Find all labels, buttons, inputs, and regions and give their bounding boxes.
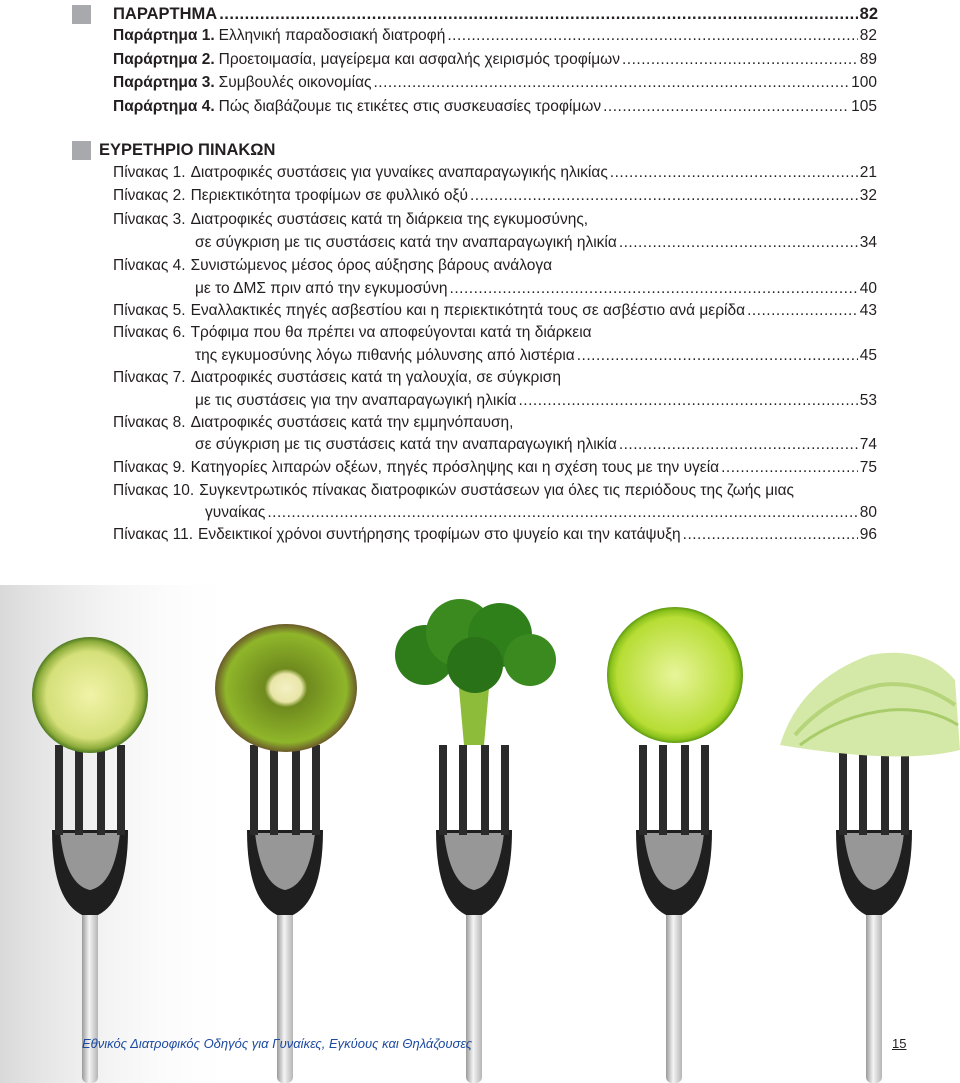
dot-leader bbox=[447, 25, 857, 47]
dot-leader bbox=[267, 502, 857, 524]
table-entry-continuation[interactable]: με τις συστάσεις για την αναπαραγωγική ηλικία ..... 53 bbox=[195, 390, 877, 412]
dot-leader bbox=[619, 232, 858, 254]
appendix-heading bbox=[72, 3, 878, 25]
table-entry[interactable]: Πίνακας 9. Κατηγορίες λιπαρών οξέων, πηγές πρόσληψης και η σχέση τους με την υγεία ..... 75 bbox=[113, 457, 877, 479]
table-entry[interactable]: Πίνακας 6. Τρόφιμα που θα πρέπει να αποφεύγονται κατά τη διάρκεια bbox=[113, 324, 592, 341]
dot-leader bbox=[610, 162, 858, 184]
dot-leader bbox=[619, 434, 858, 456]
table-entry[interactable]: Πίνακας 2. Περιεκτικότητα τροφίμων σε φυλλικό οξύ ..... 32 bbox=[113, 185, 877, 207]
table-entry-continuation[interactable]: σε σύγκριση με τις συστάσεις κατά την αναπαραγωγική ηλικία ..... 34 bbox=[195, 232, 877, 254]
dot-leader bbox=[603, 96, 849, 118]
tables-index-heading bbox=[72, 139, 275, 161]
table-entry-continuation[interactable]: της εγκυμοσύνης λόγω πιθανής μόλυνσης από λιστέρια ..... 45 bbox=[195, 345, 877, 367]
zucchini-slice bbox=[32, 637, 148, 753]
dot-leader bbox=[374, 72, 850, 94]
dot-leader bbox=[519, 390, 858, 412]
dot-leader bbox=[219, 5, 857, 24]
tables-index-heading-text: ΕΥΡΕΤΗΡΙΟ ΠΙΝΑΚΩΝ bbox=[99, 140, 276, 159]
dot-leader bbox=[683, 524, 858, 546]
table-entry-continuation[interactable]: σε σύγκριση με τις συστάσεις κατά την αναπαραγωγική ηλικία ..... 74 bbox=[195, 434, 877, 456]
appendix-entry[interactable]: Παράρτημα 2. Προετοιμασία, μαγείρεμα και ασφαλής χειρισμός τροφίμων ..... 89 bbox=[113, 49, 877, 71]
dot-leader bbox=[450, 278, 858, 300]
footer-title: Εθνικός Διατροφικός Οδηγός για Γυναίκες, Εγκύους και Θηλάζουσες bbox=[82, 1036, 473, 1051]
table-entry[interactable]: Πίνακας 1. Διατροφικές συστάσεις για γυναίκες αναπαραγωγικής ηλικίας ..... 21 bbox=[113, 162, 877, 184]
dot-leader bbox=[577, 345, 858, 367]
dot-leader bbox=[470, 185, 858, 207]
lime-slice bbox=[607, 607, 743, 743]
section-square-icon bbox=[72, 5, 91, 24]
appendix-heading-text: ΠΑΡΑΡΤΗΜΑ bbox=[113, 4, 218, 23]
table-entry-continuation[interactable]: γυναίκας ..... 80 bbox=[205, 502, 877, 524]
section-square-icon bbox=[72, 141, 91, 160]
table-entry[interactable]: Πίνακας 11. Ενδεικτικοί χρόνοι συντήρησης τροφίμων στο ψυγείο και την κατάψυξη ..... 96 bbox=[113, 524, 877, 546]
appendix-heading-page: 82 bbox=[859, 4, 878, 23]
dot-leader bbox=[747, 300, 858, 322]
table-entry-continuation[interactable]: με το ΔΜΣ πριν από την εγκυμοσύνη ..... 40 bbox=[195, 278, 877, 300]
dot-leader bbox=[721, 457, 858, 479]
table-entry[interactable]: Πίνακας 10. Συγκεντρωτικός πίνακας διατροφικών συστάσεων για όλες τις περιόδους της ζωής μιας bbox=[113, 482, 795, 499]
appendix-entry[interactable]: Παράρτημα 3. Συμβουλές οικονομίας ..... 100 bbox=[113, 72, 877, 94]
forks-vegetables-photo bbox=[0, 585, 960, 1083]
page-number: 15 bbox=[892, 1036, 907, 1051]
table-entry[interactable]: Πίνακας 8. Διατροφικές συστάσεις κατά την εμμηνόπαυση, bbox=[113, 414, 514, 431]
table-entry[interactable]: Πίνακας 4. Συνιστώμενος μέσος όρος αύξησης βάρους ανάλογα bbox=[113, 257, 553, 274]
table-entry[interactable]: Πίνακας 7. Διατροφικές συστάσεις κατά τη γαλουχία, σε σύγκριση bbox=[113, 369, 561, 386]
appendix-entry[interactable]: Παράρτημα 1. Ελληνική παραδοσιακή διατροφή ..... 82 bbox=[113, 25, 877, 47]
table-entry[interactable]: Πίνακας 3. Διατροφικές συστάσεις κατά τη διάρκεια της εγκυμοσύνης, bbox=[113, 211, 589, 228]
appendix-entry[interactable]: Παράρτημα 4. Πώς διαβάζουμε τις ετικέτες στις συσκευασίες τροφίμων ..... 105 bbox=[113, 96, 877, 118]
dot-leader bbox=[622, 49, 858, 71]
kiwi-slice bbox=[215, 624, 357, 752]
table-entry[interactable]: Πίνακας 5. Εναλλακτικές πηγές ασβεστίου και η περιεκτικότητά τους σε ασβέστιο ανά μερίδα ..... 43 bbox=[113, 300, 877, 322]
